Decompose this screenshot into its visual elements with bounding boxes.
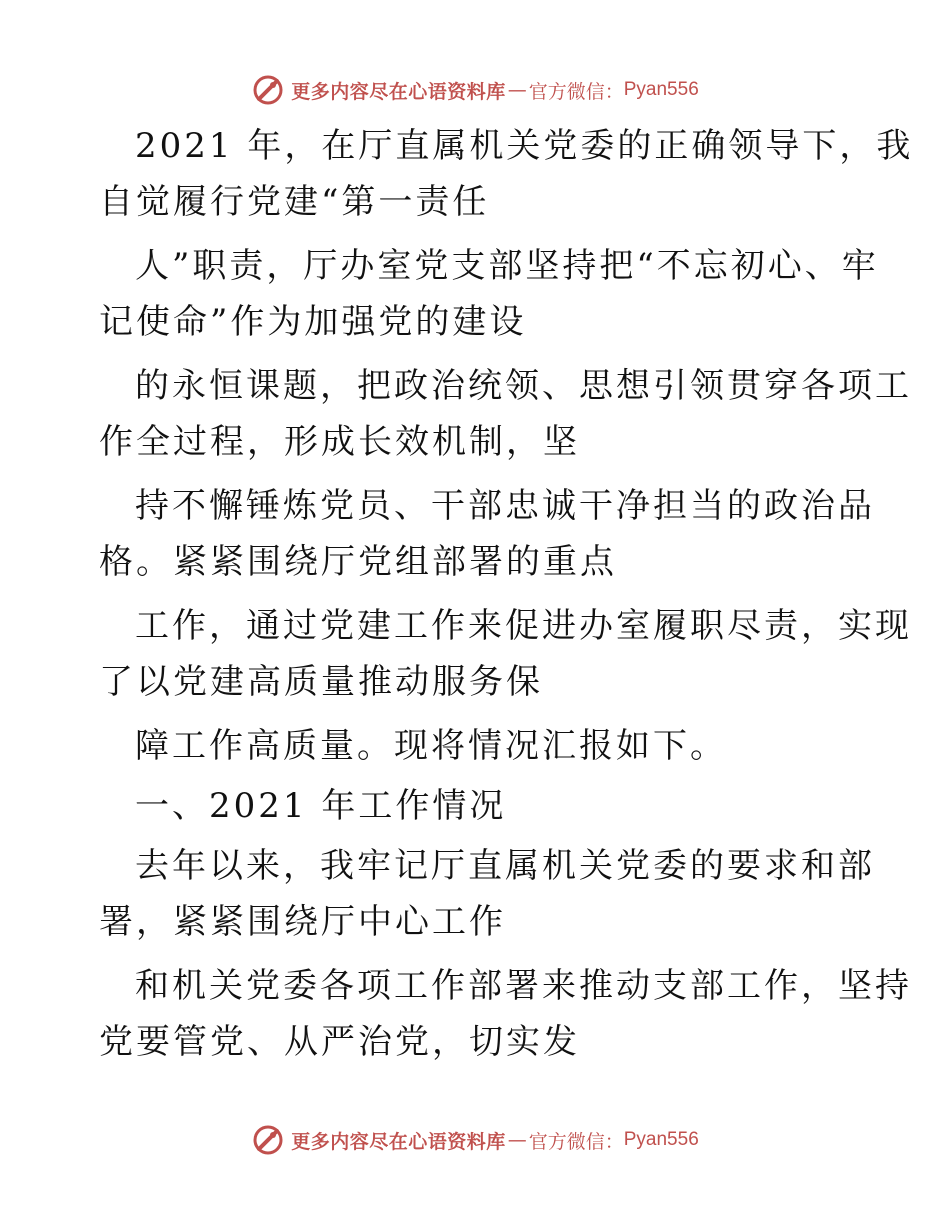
text-line: 人”职责，厅办室党支部坚持把“不忘初心、牢 xyxy=(135,246,879,286)
text-line: 作全过程，形成长效机制，坚 xyxy=(99,422,580,462)
watermark-label: 官方微信： xyxy=(528,80,624,103)
text-line: 了以党建高质量推动服务保 xyxy=(99,662,543,702)
text-line: 和机关党委各项工作部署来推动支部工作，坚持 xyxy=(135,966,912,1006)
watermark-text: 更多内容尽在心语资料库 xyxy=(291,80,506,103)
text-line: 自觉履行党建“第一责任 xyxy=(99,182,490,222)
ink-brush-logo-icon xyxy=(251,1123,285,1157)
text-line: 署，紧紧围绕厅中心工作 xyxy=(99,902,506,942)
text-line: 党要管党、从严治党，切实发 xyxy=(99,1022,580,1062)
section-heading: 一、2021 年工作情况 xyxy=(135,786,507,826)
footer-watermark xyxy=(0,1120,950,1160)
watermark-separator: — xyxy=(507,1129,527,1151)
text-line: 障工作高质量。现将情况汇报如下。 xyxy=(135,726,727,766)
text-line: 记使命”作为加强党的建设 xyxy=(99,302,527,342)
watermark-id: Pyan556 xyxy=(623,1129,699,1150)
text-line: 持不懈锤炼党员、干部忠诚干净担当的政治品 xyxy=(135,486,875,526)
watermark-text: 更多内容尽在心语资料库 xyxy=(291,1130,506,1153)
text-line: 2021 年，在厅直属机关党委的正确领导下，我 xyxy=(135,126,914,166)
watermark-separator: — xyxy=(507,79,527,101)
text-line: 格。紧紧围绕厅党组部署的重点 xyxy=(99,542,617,582)
header-watermark xyxy=(0,70,950,110)
ink-brush-logo-icon xyxy=(251,73,285,107)
watermark-id: Pyan556 xyxy=(623,79,699,100)
watermark-label: 官方微信： xyxy=(528,1130,624,1153)
text-line: 去年以来，我牢记厅直属机关党委的要求和部 xyxy=(135,846,875,886)
text-line: 的永恒课题，把政治统领、思想引领贯穿各项工 xyxy=(135,366,912,406)
text-line: 工作，通过党建工作来促进办室履职尽责，实现 xyxy=(135,606,912,646)
